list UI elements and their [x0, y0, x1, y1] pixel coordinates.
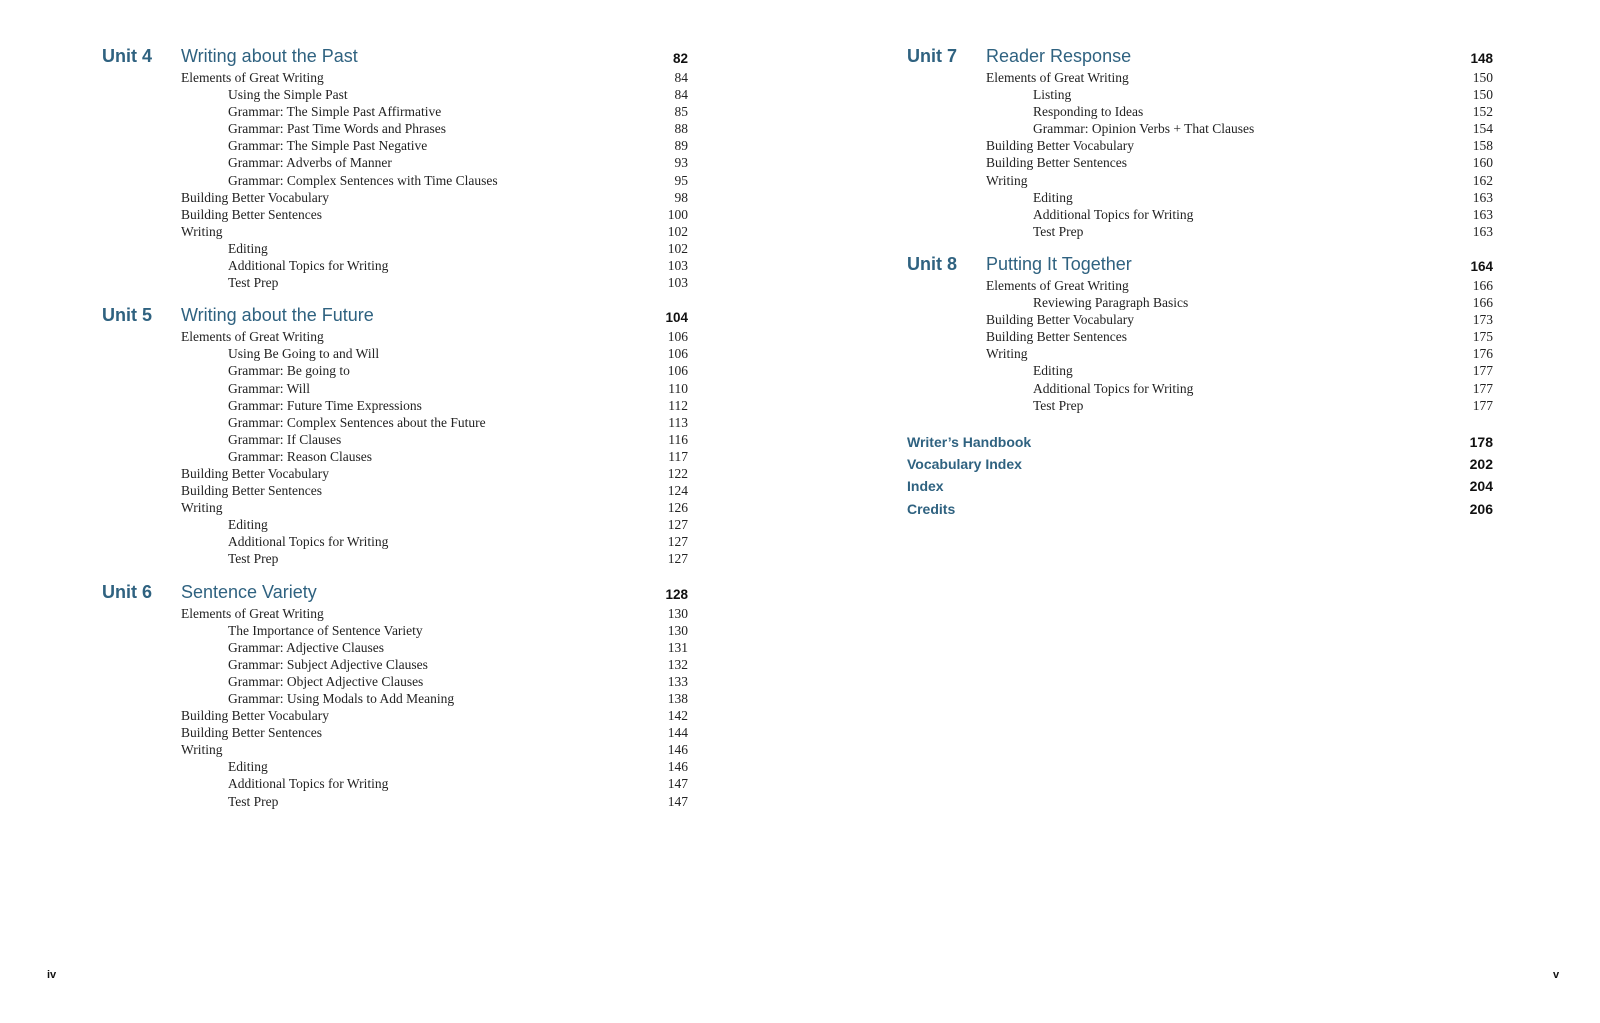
toc-entry [907, 189, 1493, 206]
toc-entry [102, 550, 688, 567]
toc-entry [102, 257, 688, 274]
toc-entry [102, 656, 688, 673]
entry-page-number: 112 [668, 397, 688, 413]
entry-page-number: 146 [667, 759, 688, 775]
unit-header [907, 43, 1493, 69]
entry-title: Grammar: Object Adjective Clauses [228, 673, 424, 689]
toc-entry [102, 482, 688, 499]
unit-title: Putting It Together [986, 253, 1132, 274]
entry-page-number: 127 [667, 534, 688, 550]
entry-page-number: 88 [674, 121, 688, 137]
entry-page-number: 122 [667, 465, 688, 481]
toc-entry [102, 69, 688, 86]
toc-entry [907, 206, 1493, 223]
entry-title: Additional Topics for Writing [228, 776, 389, 792]
toc-entry [907, 223, 1493, 240]
toc-entry [102, 673, 688, 690]
entry-title: Elements of Great Writing [181, 605, 324, 621]
toc-entry [102, 622, 688, 639]
unit-number: Unit 8 [907, 253, 958, 274]
entry-page-number: 138 [667, 691, 688, 706]
entry-title: Writing [986, 172, 1028, 188]
entry-page-number: 150 [1472, 70, 1493, 85]
entry-title: Grammar: Subject Adjective Clauses [228, 656, 428, 672]
entry-title: Elements of Great Writing [181, 70, 324, 85]
entry-title: Using the Simple Past [228, 87, 348, 103]
entry-page-number: 163 [1472, 189, 1493, 205]
unit-title: Reader Response [986, 46, 1132, 66]
toc-entry [102, 639, 688, 656]
unit-page-number: 104 [665, 310, 688, 326]
toc-entry [907, 86, 1493, 103]
right-units [907, 43, 1493, 414]
entry-title: Grammar: Adjective Clauses [228, 639, 384, 655]
back-matter-title: Index [907, 478, 944, 495]
toc-entry [102, 414, 688, 431]
entry-title: Responding to Ideas [1033, 104, 1144, 120]
toc-entry [907, 120, 1493, 137]
toc-entry [102, 223, 688, 240]
entry-title: Grammar: Be going to [228, 363, 350, 379]
unit-page-number: 82 [672, 51, 688, 66]
toc-entry [907, 172, 1493, 189]
toc-entry [102, 103, 688, 120]
entry-title: Writing [181, 223, 223, 239]
toc-entry [102, 741, 688, 758]
entry-page-number: 124 [667, 483, 688, 499]
toc-entry [907, 154, 1493, 171]
entry-page-number: 127 [667, 517, 688, 533]
toc-entry [102, 724, 688, 741]
entry-title: Building Better Sentences [986, 155, 1127, 171]
entry-page-number: 147 [667, 776, 688, 792]
entry-title: Building Better Sentences [181, 206, 322, 222]
toc-entry [102, 380, 688, 397]
entry-page-number: 132 [667, 656, 688, 672]
entry-page-number: 166 [1472, 295, 1493, 311]
entry-title: Test Prep [228, 275, 279, 291]
entry-page-number: 102 [667, 240, 688, 256]
entry-title: Editing [228, 240, 268, 256]
entry-title: Test Prep [1033, 223, 1084, 239]
entry-page-number: 177 [1472, 363, 1493, 379]
entry-page-number: 158 [1472, 138, 1493, 154]
entry-title: Grammar: Using Modals to Add Meaning [228, 691, 455, 706]
toc-entry [102, 431, 688, 448]
entry-page-number: 133 [667, 673, 688, 689]
toc-entry [907, 397, 1493, 414]
entry-page-number: 102 [667, 223, 688, 239]
entry-page-number: 93 [674, 155, 688, 171]
entry-title: Building Better Sentences [986, 329, 1127, 345]
entry-page-number: 162 [1472, 172, 1493, 188]
entry-title: Building Better Vocabulary [986, 138, 1134, 154]
unit-title: Writing about the Past [181, 46, 358, 66]
entry-page-number: 177 [1472, 380, 1493, 396]
toc-entry [907, 103, 1493, 120]
entry-title: Elements of Great Writing [181, 329, 324, 345]
toc-entry [102, 240, 688, 257]
toc-entry [102, 465, 688, 482]
unit-header [907, 251, 1493, 277]
toc-entry [907, 328, 1493, 345]
toc-entry [102, 793, 688, 810]
folio-left: iv [47, 969, 57, 981]
toc-entry [102, 499, 688, 516]
entry-page-number: 177 [1472, 397, 1493, 413]
entry-page-number: 84 [674, 70, 688, 85]
unit-number: Unit 4 [102, 46, 153, 66]
toc-entry [907, 294, 1493, 311]
entry-page-number: 173 [1472, 312, 1493, 328]
toc-entry [102, 775, 688, 792]
back-matter-title: Writer’s Handbook [907, 433, 1032, 450]
entry-page-number: 106 [667, 346, 688, 362]
unit-section [102, 43, 688, 291]
entry-title: Additional Topics for Writing [228, 534, 389, 550]
entry-title: Grammar: Future Time Expressions [228, 397, 422, 413]
entry-title: Additional Topics for Writing [1033, 206, 1194, 222]
entry-title: Grammar: Adverbs of Manner [228, 155, 392, 171]
entry-title: Building Better Vocabulary [181, 189, 329, 205]
entry-title: Editing [1033, 363, 1073, 379]
entry-title: Grammar: Reason Clauses [228, 448, 372, 464]
entry-page-number: 147 [667, 793, 688, 809]
entry-page-number: 131 [667, 639, 688, 655]
entry-title: Building Better Vocabulary [181, 465, 329, 481]
toc-entry [907, 345, 1493, 362]
toc-entry [102, 690, 688, 707]
back-matter-page-number: 178 [1469, 433, 1493, 450]
entry-title: Building Better Vocabulary [181, 708, 329, 724]
entry-title: Grammar: The Simple Past Affirmative [228, 104, 442, 120]
unit-section [907, 43, 1493, 240]
entry-page-number: 117 [668, 448, 688, 464]
unit-page-number: 148 [1470, 51, 1493, 66]
entry-page-number: 176 [1472, 346, 1493, 362]
entry-title: Editing [228, 759, 268, 775]
toc-right-column [907, 43, 1493, 520]
entry-page-number: 150 [1472, 87, 1493, 103]
entry-page-number: 163 [1472, 223, 1493, 239]
entry-page-number: 144 [667, 725, 688, 741]
entry-page-number: 113 [668, 414, 688, 430]
entry-page-number: 126 [667, 500, 688, 516]
unit-section [102, 579, 688, 810]
entry-page-number: 116 [668, 431, 688, 447]
toc-entry [907, 137, 1493, 154]
entry-page-number: 175 [1472, 329, 1493, 345]
entry-title: Grammar: Complex Sentences about the Future [228, 414, 486, 430]
folio-right: v [1553, 969, 1560, 981]
unit-title: Writing about the Future [181, 305, 374, 326]
entry-page-number: 166 [1472, 277, 1493, 293]
entry-page-number: 106 [667, 363, 688, 379]
back-matter-page-number: 204 [1469, 478, 1493, 495]
toc-entry [102, 516, 688, 533]
toc-entry [907, 277, 1493, 294]
entry-page-number: 160 [1472, 155, 1493, 171]
entry-title: Test Prep [228, 793, 279, 809]
back-matter-entry [907, 475, 1493, 497]
unit-page-number: 164 [1470, 258, 1493, 274]
toc-entry [907, 311, 1493, 328]
toc-entry [102, 206, 688, 223]
entry-title: Building Better Vocabulary [986, 312, 1134, 328]
toc-entry [102, 397, 688, 414]
entry-page-number: 103 [667, 275, 688, 291]
unit-title: Sentence Variety [181, 581, 317, 602]
entry-title: Test Prep [1033, 397, 1084, 413]
entry-title: Grammar: Complex Sentences with Time Clauses [228, 172, 498, 188]
back-matter-title: Credits [907, 500, 956, 517]
toc-left-column [102, 43, 688, 821]
unit-header [102, 579, 688, 605]
unit-section [102, 302, 688, 567]
toc-entry [102, 345, 688, 362]
entry-page-number: 89 [674, 138, 688, 154]
back-matter-entry [907, 453, 1493, 475]
entry-page-number: 142 [667, 708, 688, 724]
entry-title: Grammar: If Clauses [228, 431, 342, 447]
entry-title: Grammar: Opinion Verbs + That Clauses [1033, 121, 1255, 137]
unit-header [102, 43, 688, 69]
entry-title: Listing [1033, 87, 1072, 103]
toc-entry [102, 137, 688, 154]
unit-number: Unit 5 [102, 305, 153, 326]
entry-title: Grammar: Will [228, 380, 311, 396]
back-matter-entry [907, 431, 1493, 453]
toc-entry [907, 362, 1493, 379]
entry-title: Building Better Sentences [181, 483, 322, 499]
entry-title: Elements of Great Writing [986, 70, 1129, 85]
entry-page-number: 106 [667, 329, 688, 345]
entry-title: Additional Topics for Writing [228, 258, 389, 274]
entry-title: Grammar: The Simple Past Negative [228, 138, 428, 154]
entry-title: Editing [1033, 189, 1073, 205]
back-matter-page-number: 202 [1469, 455, 1493, 472]
entry-page-number: 127 [667, 551, 688, 567]
toc-entry [102, 86, 688, 103]
toc-entry [102, 120, 688, 137]
entry-page-number: 154 [1472, 121, 1493, 137]
entry-title: Building Better Sentences [181, 725, 322, 741]
entry-page-number: 95 [674, 172, 688, 188]
toc-entry [102, 758, 688, 775]
toc-entry [102, 328, 688, 345]
entry-page-number: 163 [1472, 206, 1493, 222]
entry-page-number: 103 [667, 258, 688, 274]
back-matter-entry [907, 498, 1493, 520]
unit-header [102, 302, 688, 328]
entry-title: Grammar: Past Time Words and Phrases [228, 121, 447, 137]
entry-page-number: 100 [667, 206, 688, 222]
entry-page-number: 98 [674, 189, 688, 205]
toc-entry [102, 362, 688, 379]
entry-title: The Importance of Sentence Variety [228, 622, 423, 638]
unit-number: Unit 6 [102, 581, 153, 602]
entry-title: Editing [228, 517, 268, 533]
entry-title: Test Prep [228, 551, 279, 567]
back-matter-page-number: 206 [1469, 500, 1493, 517]
entry-page-number: 85 [674, 104, 688, 120]
entry-page-number: 130 [667, 622, 688, 638]
unit-page-number: 128 [665, 586, 688, 602]
entry-title: Reviewing Paragraph Basics [1033, 295, 1189, 311]
toc-entry [102, 707, 688, 724]
entry-title: Writing [181, 500, 223, 516]
entry-page-number: 152 [1472, 104, 1493, 120]
entry-page-number: 146 [667, 742, 688, 758]
entry-page-number: 110 [668, 380, 688, 396]
toc-entry [102, 448, 688, 465]
entry-page-number: 130 [667, 605, 688, 621]
toc-entry [102, 172, 688, 189]
toc-entry [102, 189, 688, 206]
entry-title: Writing [986, 346, 1028, 362]
toc-entry [102, 274, 688, 291]
back-matter-list [907, 431, 1493, 520]
unit-section [907, 251, 1493, 414]
toc-entry [907, 380, 1493, 397]
entry-title: Elements of Great Writing [986, 277, 1129, 293]
entry-page-number: 84 [674, 87, 688, 103]
toc-entry [102, 605, 688, 622]
entry-title: Writing [181, 742, 223, 758]
entry-title: Additional Topics for Writing [1033, 380, 1194, 396]
entry-title: Using Be Going to and Will [228, 346, 380, 362]
toc-entry [102, 533, 688, 550]
back-matter-title: Vocabulary Index [907, 455, 1022, 472]
unit-number: Unit 7 [907, 46, 958, 66]
toc-entry [907, 69, 1493, 86]
toc-entry [102, 154, 688, 171]
